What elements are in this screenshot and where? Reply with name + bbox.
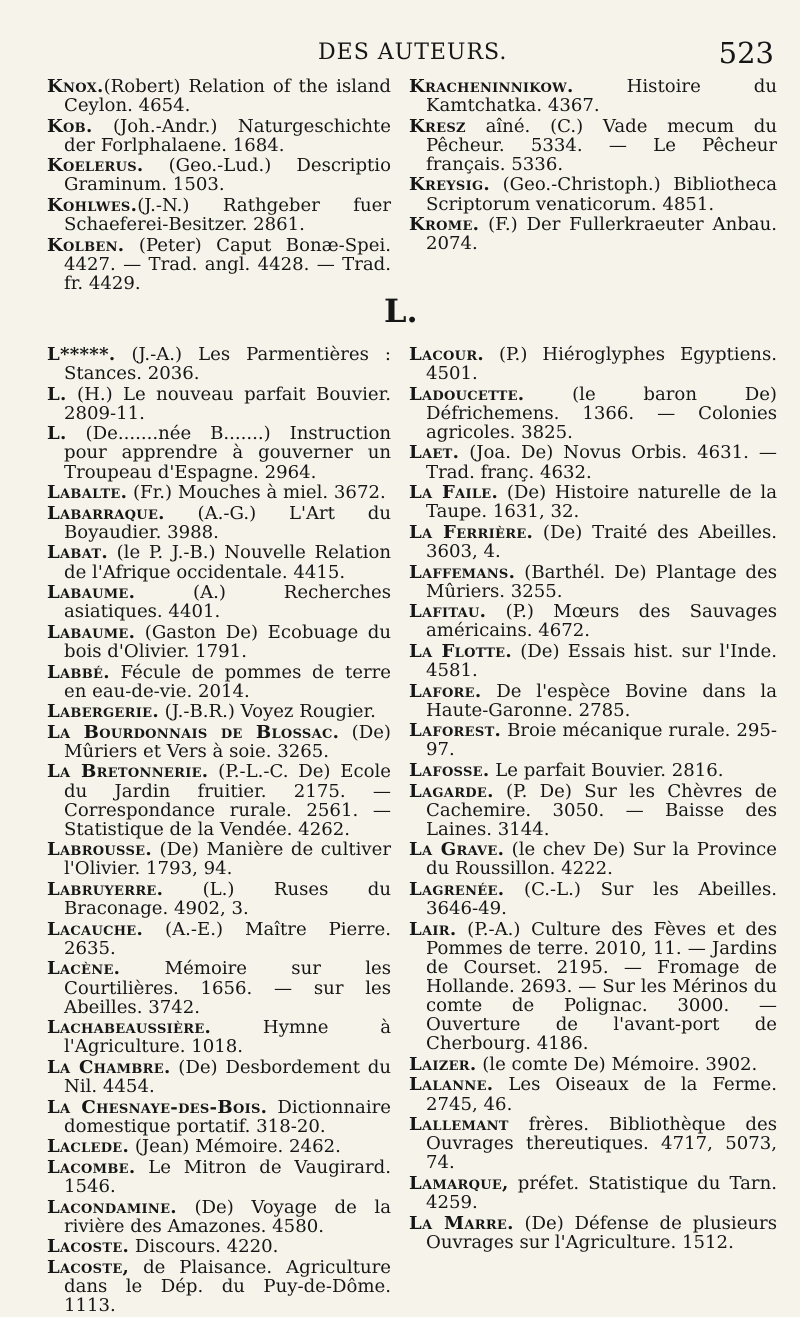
- entry-text: (A.) Recherches asiatiques. 4401.: [64, 582, 391, 623]
- author-name: Kolben.: [47, 234, 125, 256]
- author-name: Lacauche.: [47, 918, 144, 940]
- index-entry: [47, 483, 391, 502]
- index-entry: [47, 762, 391, 838]
- index-entry: [409, 175, 777, 213]
- author-name: Labat.: [47, 542, 108, 564]
- entry-text: (De) Desbordement du Nil. 4454.: [64, 1056, 391, 1097]
- author-name: Knox.: [47, 76, 104, 97]
- index-entry: [47, 623, 391, 661]
- entry-text: (Gaston De) Ecobuage du bois d'Olivier. 1791.: [64, 621, 391, 662]
- entry-text: Dictionnaire domestique portatif. 318-20.: [64, 1096, 391, 1137]
- entry-text: (Geo.-Lud.) Descriptio Graminum. 1503.: [64, 155, 391, 196]
- entry-text: (H.) Le nouveau parfait Bouvier. 2809-11.: [64, 383, 391, 424]
- author-name: Lallemant: [409, 1114, 509, 1136]
- index-entry: [409, 215, 777, 253]
- index-entry: [409, 77, 777, 115]
- index-entry: [47, 385, 391, 423]
- entry-text: Fécule de pommes de terre en eau-de-vie. 2014.: [64, 661, 391, 702]
- author-name: Labrousse.: [47, 839, 152, 861]
- index-entry: [409, 523, 777, 561]
- author-name: Labruyerre.: [47, 879, 164, 901]
- index-entry: [409, 840, 777, 878]
- entry-text: Les Oiseaux de la Ferme. 2745, 46.: [426, 1074, 777, 1115]
- author-name: Kreysig.: [409, 174, 490, 196]
- author-name: Lacondamine.: [47, 1196, 177, 1218]
- author-name: Lacour.: [409, 344, 485, 365]
- entry-text: (J.-B.R.) Voyez Rougier.: [158, 701, 376, 723]
- author-name: Kohlwes.: [47, 195, 138, 217]
- author-name: Lacène.: [47, 958, 121, 980]
- index-entry: [409, 385, 777, 442]
- entry-text: (Jean) Mémoire. 2462.: [129, 1136, 341, 1158]
- index-entry: [409, 642, 777, 680]
- entry-text: (Geo.-Christoph.) Bibliotheca Scriptorum venaticorum. 4851.: [426, 174, 777, 215]
- entry-text: (Fr.) Mouches à miel. 3672.: [127, 482, 386, 504]
- entry-text: (Peter) Caput Bonæ-Spei. 4427. — Trad. angl. 4428. — Trad. fr. 4429.: [64, 234, 391, 294]
- author-name: La Marre.: [409, 1212, 514, 1234]
- index-entry: [409, 1055, 777, 1074]
- index-entry: [47, 1158, 391, 1196]
- index-entry: [47, 543, 391, 581]
- entry-text: De l'espèce Bovine dans la Haute-Garonne. 2785.: [426, 680, 777, 721]
- index-column-left-k: [47, 77, 391, 295]
- index-entry: [409, 880, 777, 918]
- index-entry: [47, 959, 391, 1016]
- index-entry: [47, 702, 391, 721]
- author-name: Laforest.: [409, 720, 502, 742]
- index-entry: [47, 1058, 391, 1096]
- index-entry: [409, 1115, 777, 1172]
- author-name: Lacombe.: [47, 1156, 136, 1178]
- index-entry: [47, 1018, 391, 1056]
- author-name: Lacoste.: [47, 1236, 130, 1258]
- index-entry: [409, 483, 777, 521]
- author-name: Lagarde.: [409, 780, 494, 802]
- author-name: Laclede.: [47, 1136, 130, 1158]
- index-entry: [409, 721, 777, 759]
- entry-text: de Plaisance. Agriculture dans le Dép. du Puy-de-Dôme. 1113.: [64, 1256, 391, 1316]
- author-name: Lachabeaussière.: [47, 1017, 212, 1039]
- author-name: Laffemans.: [409, 561, 516, 583]
- index-entry: [409, 1075, 777, 1113]
- author-name: Lafitau.: [409, 601, 487, 623]
- entry-text: (P.) Mœurs des Sauvages américains. 4672.: [426, 601, 777, 642]
- index-column-right-k: [409, 77, 777, 255]
- author-name: Lagrenée.: [409, 879, 505, 901]
- author-name: L.: [47, 423, 67, 445]
- index-entry: [47, 1198, 391, 1236]
- author-name: Kresz: [409, 115, 466, 137]
- index-entry: [409, 782, 777, 839]
- index-entry: [47, 1237, 391, 1256]
- author-name: Lafore.: [409, 680, 482, 702]
- entry-text: (De) Histoire naturelle de la Taupe. 1631, 32.: [426, 482, 777, 523]
- index-entry: [47, 723, 391, 761]
- index-entry: [47, 77, 391, 115]
- author-name: Lamarque,: [409, 1172, 509, 1194]
- index-entry: [409, 602, 777, 640]
- author-name: Labbé.: [47, 661, 110, 683]
- author-name: La Bretonnerie.: [47, 761, 209, 783]
- index-entry: [409, 1174, 777, 1212]
- author-name: Lacoste,: [47, 1256, 130, 1278]
- index-entry: [409, 563, 777, 601]
- entry-text: préfet. Statistique du Tarn. 4259.: [426, 1172, 777, 1214]
- entry-text: (P.) Hiéroglyphes Egyptiens. 4501.: [426, 344, 777, 385]
- running-head: DES AUTEURS.: [318, 40, 508, 65]
- section-letter-heading: L.: [384, 292, 418, 330]
- author-name: Koelerus.: [47, 155, 144, 177]
- author-name: L*****.: [47, 344, 116, 365]
- index-entry: [409, 345, 777, 383]
- index-entry: [409, 920, 777, 1054]
- author-name: Labaume.: [47, 621, 136, 643]
- entry-text: (C.-L.) Sur les Abeilles. 3646-49.: [426, 879, 777, 920]
- entry-text: Broie mécanique rurale. 295-97.: [426, 720, 777, 761]
- author-name: Ladoucette.: [409, 383, 525, 405]
- entry-text: (le chev De) Sur la Province du Roussillon. 4222.: [426, 839, 778, 880]
- entry-text: aîné. (C.) Vade mecum du Pêcheur. 5334. — Le Pêcheur français. 5336.: [426, 115, 777, 175]
- page-header: [0, 36, 800, 76]
- author-name: Kob.: [47, 115, 93, 137]
- author-name: La Flotte.: [409, 640, 512, 662]
- index-entry: [47, 663, 391, 701]
- entry-text: (Barthél. De) Plantage des Mûriers. 3255.: [426, 561, 777, 602]
- author-name: Labaume.: [47, 582, 136, 604]
- entry-text: (F.) Der Fullerkraeuter Anbau. 2074.: [426, 214, 777, 255]
- entry-text: Discours. 4220.: [129, 1236, 279, 1258]
- author-name: Laet.: [409, 442, 460, 464]
- index-entry: [47, 156, 391, 194]
- index-entry: [47, 236, 391, 293]
- entry-text: (le baron De) Défrichemens. 1366. — Colonies agricoles. 3825.: [426, 383, 777, 443]
- index-entry: [47, 880, 391, 918]
- entry-text: (Joa. De) Novus Orbis. 4631. — Trad. franç. 4632.: [426, 442, 777, 483]
- author-name: La Ferrière.: [409, 521, 534, 543]
- entry-text: (Robert) Relation of the island Ceylon. 4654.: [64, 76, 391, 117]
- index-entry: [47, 424, 391, 481]
- entry-text: (le comte De) Mémoire. 3902.: [476, 1053, 758, 1075]
- entry-text: Le parfait Bouvier. 2816.: [489, 759, 724, 781]
- author-name: Labarraque.: [47, 502, 165, 524]
- index-entry: [47, 1258, 391, 1315]
- author-name: Labalte.: [47, 482, 128, 504]
- entry-text: (le P. J.-B.) Nouvelle Relation de l'Afrique occidentale. 4415.: [64, 542, 391, 583]
- entry-text: (De) Manière de cultiver l'Olivier. 1793, 94.: [64, 839, 391, 880]
- entry-text: (J.-A.) Les Parmentières : Stances. 2036.: [64, 344, 391, 385]
- index-entry: [409, 117, 777, 174]
- index-entry: [47, 1098, 391, 1136]
- index-entry: [47, 196, 391, 234]
- entry-text: (A.-E.) Maître Pierre. 2635.: [64, 918, 391, 959]
- page-number: 523: [718, 36, 774, 70]
- author-name: La Chambre.: [47, 1056, 171, 1078]
- author-name: Kracheninnikow.: [409, 76, 574, 97]
- author-name: L.: [47, 383, 67, 405]
- entry-text: (P. De) Sur les Chèvres de Cachemire. 3050. — Baisse des Laines. 3144.: [426, 780, 777, 840]
- index-entry: [47, 1137, 391, 1156]
- entry-text: (A.-G.) L'Art du Boyaudier. 3988.: [64, 502, 391, 543]
- author-name: Lafosse.: [409, 759, 490, 781]
- index-entry: [47, 920, 391, 958]
- entry-text: (De.......née B.......) Instruction pour apprendre à gouverner un Troupeau d'Espagne. 2964.: [64, 423, 391, 483]
- entry-text: (De) Mûriers et Vers à soie. 3265.: [64, 721, 391, 762]
- entry-text: Le Mitron de Vaugirard. 1546.: [64, 1156, 391, 1197]
- author-name: Lair.: [409, 918, 457, 940]
- entry-text: Hymne à l'Agriculture. 1018.: [64, 1017, 391, 1058]
- index-entry: [47, 117, 391, 155]
- index-entry: [47, 583, 391, 621]
- author-name: Labergerie.: [47, 701, 159, 723]
- entry-text: Histoire du Kamtchatka. 4367.: [426, 76, 777, 117]
- entry-text: Mémoire sur les Courtilières. 1656. — sur les Abeilles. 3742.: [64, 958, 391, 1018]
- index-entry: [47, 504, 391, 542]
- index-column-right-l: [409, 345, 777, 1253]
- entry-text: (De) Essais hist. sur l'Inde. 4581.: [426, 640, 777, 681]
- index-entry: [409, 682, 777, 720]
- author-name: La Faile.: [409, 482, 499, 504]
- index-column-left-l: [47, 345, 391, 1317]
- entry-text: (P.-A.) Culture des Fèves et des Pommes de terre. 2010, 11. — Jardins de Courset. 2195. — Fromage de Hollande. 2693. — Sur les Mérinos du comte de Polignac. 3000. — Ouverture de l'avant-port de Cherbourg. 4186.: [426, 918, 777, 1055]
- author-name: La Grave.: [409, 839, 505, 861]
- author-name: Krome.: [409, 214, 480, 236]
- entry-text: (De) Traité des Abeilles. 3603, 4.: [426, 521, 777, 562]
- author-name: La Chesnaye-des-Bois.: [47, 1096, 268, 1118]
- entry-text: frères. Bibliothèque des Ouvrages thereutiques. 4717, 5073, 74.: [426, 1114, 777, 1174]
- index-entry: [409, 761, 777, 780]
- entry-text: (P.-L.-C. De) Ecole du Jardin fruitier. 2175. — Correspondance rurale. 2561. — Statistique de la Vendée. 4262.: [64, 761, 391, 840]
- author-name: La Bourdonnais de Blossac.: [47, 721, 340, 743]
- index-entry: [47, 840, 391, 878]
- entry-text: (De) Voyage de la rivière des Amazones. 4580.: [64, 1196, 391, 1237]
- entry-text: (L.) Ruses du Braconage. 4902, 3.: [64, 879, 391, 920]
- index-entry: [409, 1214, 777, 1252]
- author-name: Laizer.: [409, 1053, 477, 1075]
- entry-text: (De) Défense de plusieurs Ouvrages sur l'Agriculture. 1512.: [426, 1212, 777, 1253]
- entry-text: (Joh.-Andr.) Naturgeschichte der Forlphalaene. 1684.: [64, 115, 391, 156]
- entry-text: (J.-N.) Rathgeber fuer Schaeferei-Besitzer. 2861.: [64, 195, 391, 236]
- index-entry: [409, 443, 777, 481]
- index-entry: [47, 345, 391, 383]
- author-name: Lalanne.: [409, 1074, 494, 1096]
